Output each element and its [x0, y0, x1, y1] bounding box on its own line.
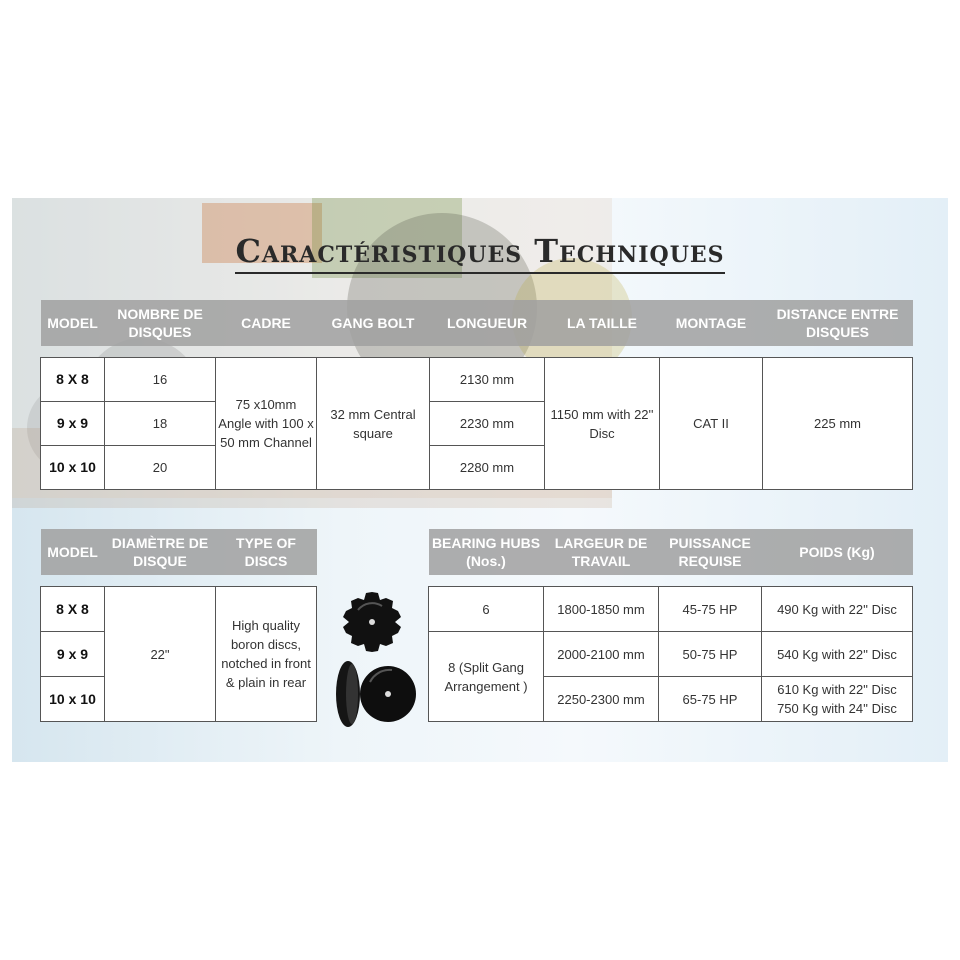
specs-table-3: [428, 529, 913, 722]
plain-disc-icon: [336, 661, 416, 727]
largeur-cell: 2000-2100 mm: [544, 632, 659, 677]
poids-cell: [762, 677, 913, 722]
puissance-cell: 50-75 HP: [659, 632, 762, 677]
puissance-cell: 65-75 HP: [659, 677, 762, 722]
longueur-cell: 2230 mm: [430, 402, 545, 446]
hubs-cell: 6: [429, 587, 544, 632]
puissance-cell: 45-75 HP: [659, 587, 762, 632]
poids-cell: 490 Kg with 22'' Disc: [762, 587, 913, 632]
table-row: [429, 632, 913, 677]
largeur-cell: 2250-2300 mm: [544, 677, 659, 722]
model-cell: 10 x 10: [41, 677, 105, 722]
poids-line: 610 Kg with 22" Disc: [777, 682, 897, 697]
header-nombre-disques: NOMBRE DE DISQUES: [105, 300, 216, 346]
hubs-cell: 8 (Split Gang Arrangement ): [429, 632, 544, 722]
longueur-cell: 2280 mm: [430, 446, 545, 490]
model-cell: 10 x 10: [41, 446, 105, 490]
header-puissance: PUISSANCE REQUISE: [659, 529, 762, 575]
gang-bolt-cell: 32 mm Central square: [317, 358, 430, 490]
longueur-cell: 2130 mm: [430, 358, 545, 402]
poids-line: 750 Kg with 24'' Disc: [777, 701, 897, 716]
table-row: [429, 587, 913, 632]
table-row: [41, 358, 913, 402]
page-title: Caractéristiques Techniques: [0, 232, 960, 270]
montage-cell: CAT II: [660, 358, 763, 490]
notched-disc-icon: [343, 592, 401, 652]
disques-cell: 20: [105, 446, 216, 490]
cadre-cell: 75 x10mm Angle with 100 x 50 mm Channel: [216, 358, 317, 490]
header-la-taille: LA TAILLE: [545, 300, 660, 346]
header-poids: POIDS (Kg): [762, 529, 913, 575]
largeur-cell: 1800-1850 mm: [544, 587, 659, 632]
model-cell: 9 x 9: [41, 402, 105, 446]
header-model: MODEL: [41, 300, 105, 346]
disc-images: [330, 590, 420, 730]
specs-table-1: [40, 300, 913, 490]
header-longueur: LONGUEUR: [430, 300, 545, 346]
disques-cell: 18: [105, 402, 216, 446]
model-cell: 8 X 8: [41, 587, 105, 632]
header-bearing-hubs: BEARING HUBS (Nos.): [429, 529, 544, 575]
taille-cell: 1150 mm with 22'' Disc: [545, 358, 660, 490]
header-largeur: LARGEUR DE TRAVAIL: [544, 529, 659, 575]
header-cadre: CADRE: [216, 300, 317, 346]
header-model: MODEL: [41, 529, 105, 575]
header-diametre: DIAMÈTRE DE DISQUE: [105, 529, 216, 575]
header-montage: MONTAGE: [660, 300, 763, 346]
header-type-discs: TYPE OF DISCS: [216, 529, 317, 575]
header-gang-bolt: GANG BOLT: [317, 300, 430, 346]
diametre-cell: 22": [105, 587, 216, 722]
distance-cell: 225 mm: [763, 358, 913, 490]
header-distance: DISTANCE ENTRE DISQUES: [763, 300, 913, 346]
model-cell: 9 x 9: [41, 632, 105, 677]
table-row: [41, 587, 317, 632]
model-cell: 8 X 8: [41, 358, 105, 402]
specs-table-2: [40, 529, 317, 722]
poids-cell: 540 Kg with 22'' Disc: [762, 632, 913, 677]
type-discs-cell: High quality boron discs, notched in front & plain in rear: [216, 587, 317, 722]
disques-cell: 16: [105, 358, 216, 402]
